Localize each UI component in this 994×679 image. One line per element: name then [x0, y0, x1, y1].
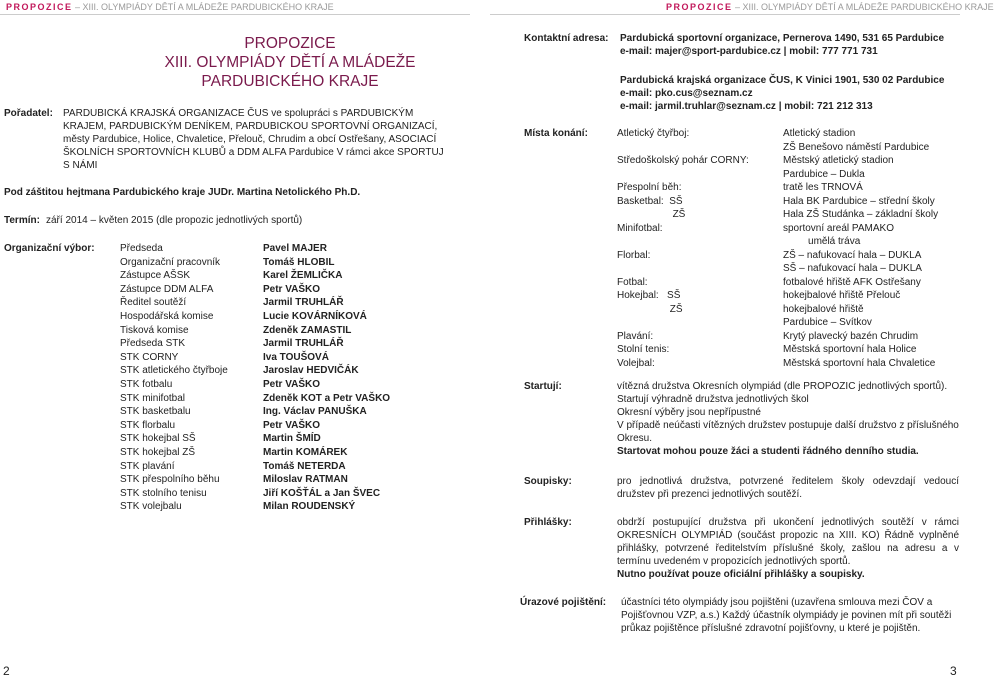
committee-role: STK basketbalu — [120, 406, 191, 418]
contact-line-5: e-mail: jarmil.truhlar@seznam.cz | mobil: 721 212 313 — [620, 101, 873, 112]
committee-role: STK hokejbal ZŠ — [120, 447, 196, 458]
venue-place: hokejbalové hřiště Přelouč — [783, 290, 901, 301]
header-rule — [490, 14, 960, 15]
organizer-label: Pořadatel: — [4, 108, 53, 119]
venue-place: Atletický stadion — [783, 128, 856, 139]
doc-title-line2: XIII. OLYMPIÁDY DĚTÍ A MLÁDEŽE — [164, 54, 416, 71]
venue-sport: Plavání: — [617, 330, 654, 342]
applications-bold: Nutno používat pouze oficiální přihlášky a soupisky. — [617, 569, 865, 580]
venue-place: fotbalové hřiště AFK Ostřešany — [783, 276, 921, 288]
left-page — [0, 0, 480, 679]
committee-member-name: Zdeněk ZAMASTIL — [263, 324, 352, 336]
committee-member-name: Petr VAŠKO — [263, 283, 321, 295]
start-line-3: Okresní výběry jsou nepřípustné — [617, 407, 761, 418]
committee-role: STK volejbalu — [120, 501, 182, 513]
committee-member-name: Petr VAŠKO — [263, 419, 321, 431]
header-sub-sep: – — [75, 2, 83, 12]
header-subtitle: XIII. OLYMPIÁDY DĚTÍ A MLÁDEŽE PARDUBICKÉHO KRAJE — [82, 2, 334, 12]
venue-sport: ZŠ — [617, 303, 683, 315]
committee-member-name: Zdeněk KOT a Petr VAŠKO — [263, 392, 391, 404]
committee-role: Předseda STK — [120, 338, 186, 350]
doc-title-line3: PARDUBICKÉHO KRAJE — [201, 73, 379, 90]
venue-sport: Fotbal: — [617, 276, 648, 288]
doc-title-line1: PROPOZICE — [244, 35, 336, 52]
committee-role: STK minifotbal — [120, 392, 186, 404]
venue-place: Městská sportovní hala Holice — [783, 344, 917, 355]
venues-label: Místa konání: — [524, 128, 588, 139]
insurance-text: účastníci této olympiády jsou pojištěni (uzavřena smlouva mezi ČOV a Pojišťovnou VZP, a.s.) Každý účastník olympiády je povinen mít při soutěži průkaz pojištěnce příslušné zdravotní pojišťovny, u které je pojištěn. — [621, 597, 952, 634]
header-rule — [0, 14, 470, 15]
contact-line-2: e-mail: majer@sport-pardubice.cz | mobil: 777 771 731 — [620, 46, 878, 57]
venue-place: Městský atletický stadion — [783, 155, 894, 166]
start-text — [617, 380, 959, 458]
venue-place: ZŠ – nafukovací hala – DUKLA — [783, 249, 922, 261]
right-page — [480, 0, 994, 679]
venue-sport: Basketbal: SŠ — [617, 195, 683, 207]
committee-role: STK plavání — [120, 460, 175, 472]
committee-role: STK hokejbal SŠ — [120, 433, 196, 445]
patronage: Pod záštitou hejtmana Pardubického kraje JUDr. Martina Netolického Ph.D. — [4, 187, 361, 198]
committee-role: Zástupce DDM ALFA — [120, 283, 214, 295]
header-brand: PROPOZICE — [6, 2, 73, 12]
header-sub-sep: – — [735, 2, 743, 12]
committee-member-name: Tomáš HLOBIL — [263, 256, 335, 268]
venue-sport: Minifotbal: — [617, 222, 663, 234]
venue-place: Krytý plavecký bazén Chrudim — [783, 330, 919, 342]
rosters-label: Soupisky: — [524, 476, 572, 487]
start-line-4: V případě neúčasti vítězných družstev postupuje další družstvo z příslušného Okresu. — [617, 420, 959, 444]
start-bold: Startovat mohou pouze žáci a studenti řádného denního studia. — [617, 446, 919, 457]
venue-place: umělá tráva — [783, 236, 861, 247]
venue-sport: Hokejbal: SŠ — [617, 290, 681, 301]
applications-text — [617, 516, 959, 581]
venue-place: tratě les TRNOVÁ — [783, 182, 863, 193]
committee-role: STK florbalu — [120, 419, 176, 431]
committee-role: STK CORNY — [120, 351, 179, 363]
committee-member-name: Jarmil TRUHLÁŘ — [263, 338, 344, 350]
venue-place: SŠ – nafukovací hala – DUKLA — [783, 263, 922, 274]
term-label: Termín: — [4, 215, 40, 226]
venue-place: Městská sportovní hala Chvaletice — [783, 357, 936, 369]
committee-role: Zástupce AŠSK — [120, 270, 191, 282]
committee-member-name: Martin ŠMÍD — [263, 433, 321, 445]
committee-member-name: Jiří KOŠŤÁL a Jan ŠVEC — [263, 487, 381, 499]
venue-place: Hala BK Pardubice – střední školy — [783, 195, 935, 207]
committee-member-name: Pavel MAJER — [263, 243, 327, 254]
committee-member-name: Jarmil TRUHLÁŘ — [263, 297, 344, 309]
applications-body: obdrží postupující družstva při ukončení jednotlivých soutěží v rámci OKRESNÍCH OLYMPIÁD (součást propozic na XIII. KO) Řádně vyplněné přihlášky, potvrzené ředitelstvím příslušné školy, zašlou na adresu a v termínu uvedeném v propozicích jednotlivých sportů. — [617, 517, 959, 567]
committee-role: Hospodářská komise — [120, 311, 214, 322]
contact-label: Kontaktní adresa: — [524, 33, 609, 44]
committee-member-name: Milan ROUDENSKÝ — [263, 501, 356, 513]
committee-member-name: Karel ŽEMLIČKA — [263, 270, 343, 282]
committee-member-name: Tomáš NETERDA — [263, 460, 346, 472]
contact-line-4: e-mail: pko.cus@seznam.cz — [620, 88, 753, 99]
venue-place: ZŠ Benešovo náměstí Pardubice — [783, 141, 930, 153]
committee-member-name: Miloslav RATMAN — [263, 474, 348, 486]
start-line-2: Startují výhradně družstva jednotlivých škol — [617, 394, 809, 405]
committee-role: STK fotbalu — [120, 379, 173, 390]
committee-member-name: Lucie KOVÁRNÍKOVÁ — [263, 311, 367, 322]
page-number-right: 3 — [950, 664, 957, 678]
running-header-left — [6, 0, 334, 14]
committee-member-name: Jaroslav HEDVIČÁK — [263, 365, 359, 377]
venue-place: hokejbalové hřiště — [783, 303, 864, 315]
venue-sport: ZŠ — [617, 209, 686, 220]
committee-member-name: Martin KOMÁREK — [263, 447, 348, 458]
term-text: září 2014 – květen 2015 (dle propozic jednotlivých sportů) — [46, 215, 303, 226]
venue-place: Hala ZŠ Studánka – základní školy — [783, 209, 939, 220]
running-header-right — [666, 0, 994, 14]
venue-place: sportovní areál PAMAKO — [783, 222, 894, 234]
venue-sport: Florbal: — [617, 249, 651, 261]
venue-sport: Přespolní běh: — [617, 182, 682, 193]
committee-member-name: Petr VAŠKO — [263, 379, 321, 390]
venue-sport: Středoškolský pohár CORNY: — [617, 155, 749, 166]
venue-sport: Atletický čtyřboj: — [617, 128, 690, 139]
applications-label: Přihlášky: — [524, 517, 572, 528]
committee-role: Organizační pracovník — [120, 256, 221, 268]
venue-sport: Stolní tenis: — [617, 344, 670, 355]
insurance-label: Úrazové pojištění: — [520, 597, 607, 608]
rosters-text: pro jednotlivá družstva, potvrzené ředitelem školy odevzdají vedoucí družstev při prezenci jednotlivých soutěží. — [617, 476, 959, 500]
venue-place: Pardubice – Dukla — [783, 168, 865, 180]
committee-role: STK přespolního běhu — [120, 474, 220, 486]
committee-role: Tisková komise — [120, 324, 189, 336]
contact-line-3: Pardubická krajská organizace ČUS, K Vinici 1901, 530 02 Pardubice — [620, 75, 945, 86]
organizer-text: PARDUBICKÁ KRAJSKÁ ORGANIZACE ČUS ve spolupráci s PARDUBICKÝM KRAJEM, PARDUBICKÝM DENÍKEM, PARDUBICKOU SPORTOVNÍ ORGANIZACÍ, městy Pardubice, Holice, Chvaletice, Přelouč, Chrudim a obcí Ostřešany, ASOCIACÍ ŠKOLNÍCH SPORTOVNÍCH KLUBŮ a DDM ALFA Pardubice V rámci akce SPORTUJ S NÁMI — [63, 108, 444, 171]
start-line-1: vítězná družstva Okresních olympiád (dle PROPOZIC jednotlivých sportů). — [617, 381, 948, 392]
committee-label: Organizační výbor: — [4, 243, 95, 254]
committee-role: Ředitel soutěží — [120, 297, 187, 309]
page-number-left: 2 — [3, 664, 10, 678]
committee-role: STK atletického čtyřboje — [120, 365, 228, 377]
committee-role: Předseda — [120, 243, 163, 254]
venue-place: Pardubice – Svítkov — [783, 317, 872, 328]
committee-member-name: Ing. Václav PANUŠKA — [263, 406, 367, 418]
contact-line-1: Pardubická sportovní organizace, Pernerova 1490, 531 65 Pardubice — [620, 33, 945, 44]
header-subtitle: XIII. OLYMPIÁDY DĚTÍ A MLÁDEŽE PARDUBICKÉHO KRAJE — [742, 2, 994, 12]
header-brand: PROPOZICE — [666, 2, 733, 12]
committee-role: STK stolního tenisu — [120, 487, 207, 499]
venue-sport: Volejbal: — [617, 357, 655, 369]
start-label: Startují: — [524, 381, 562, 392]
committee-member-name: Iva TOUŠOVÁ — [263, 351, 329, 363]
